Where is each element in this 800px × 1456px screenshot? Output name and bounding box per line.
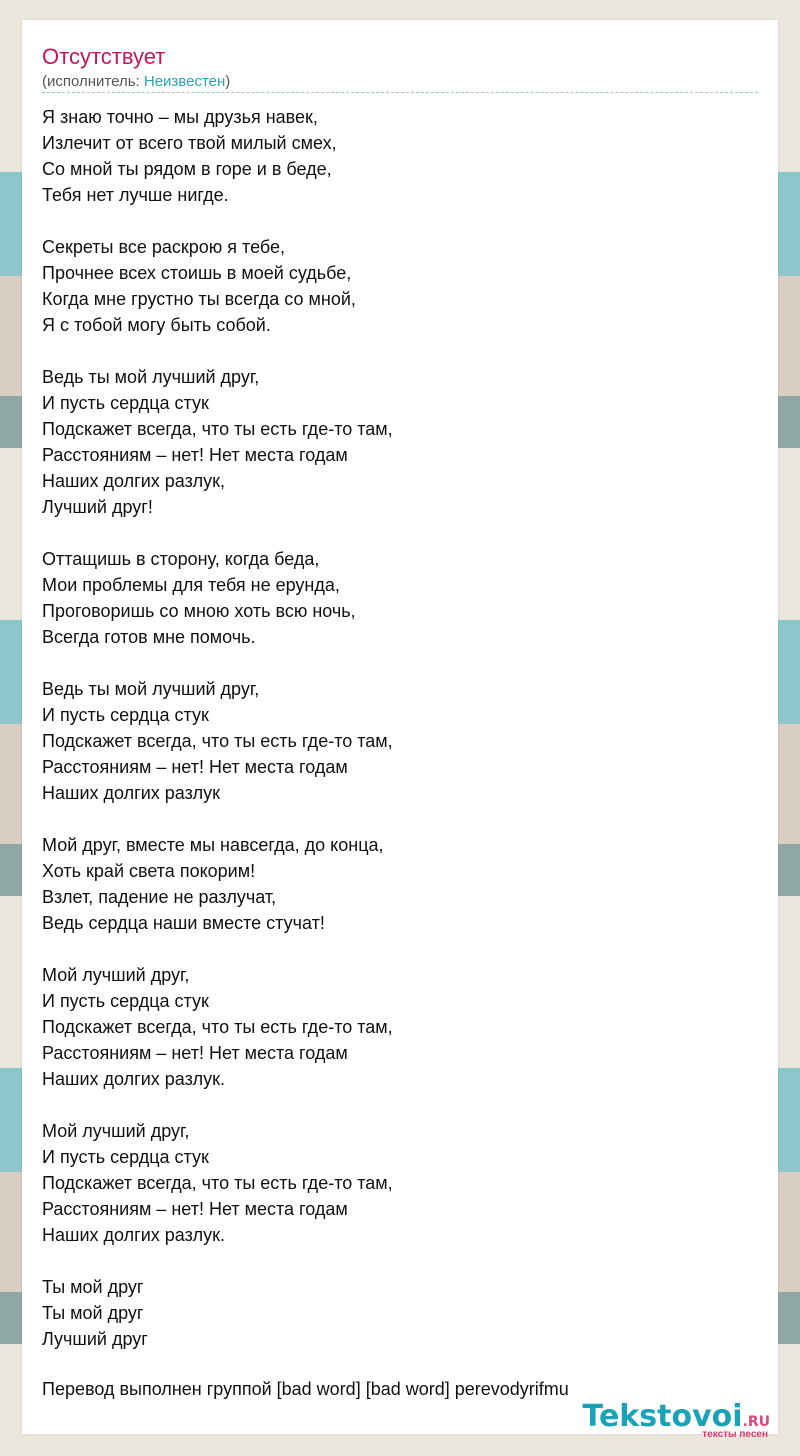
lyric-line: Лучший друг! xyxy=(42,497,153,517)
lyric-line: И пусть сердца стук xyxy=(42,393,209,413)
artist-link[interactable]: Неизвестен xyxy=(143,73,226,90)
lyrics-stanza xyxy=(42,364,758,520)
title-divider xyxy=(42,92,758,93)
lyric-line: Расстояниям – нет! Нет места годам xyxy=(42,445,348,465)
lyric-line: Лучший друг xyxy=(42,1329,148,1349)
lyric-line: Подскажет всегда, что ты есть где-то там, xyxy=(42,1017,393,1037)
logo-wordmark: Tekstovoi xyxy=(582,1399,743,1434)
lyric-line: Тебя нет лучше нигде. xyxy=(42,185,229,205)
lyric-line: И пусть сердца стук xyxy=(42,705,209,725)
lyric-line: Расстояниям – нет! Нет места годам xyxy=(42,1043,348,1063)
lyrics-stanza xyxy=(42,676,758,806)
lyric-line: Наших долгих разлук. xyxy=(42,1225,225,1245)
lyric-line: Секреты все раскрою я тебе, xyxy=(42,237,285,257)
lyric-line: Наших долгих разлук xyxy=(42,783,220,803)
lyrics-stanza xyxy=(42,234,758,338)
lyric-line: Со мной ты рядом в горе и в беде, xyxy=(42,159,332,179)
lyrics-stanza xyxy=(42,1274,758,1352)
translation-credit: Перевод выполнен группой [bad word] [bad word] perevodyrifmu xyxy=(42,1379,569,1399)
byline-prefix: (исполнитель: xyxy=(42,73,144,90)
lyrics-stanza xyxy=(42,1118,758,1248)
lyric-line: Когда мне грустно ты всегда со мной, xyxy=(42,289,356,309)
lyric-line: Подскажет всегда, что ты есть где-то там, xyxy=(42,419,393,439)
lyric-line: Ты мой друг xyxy=(42,1277,144,1297)
lyric-line: Прочнее всех стоишь в моей судьбе, xyxy=(42,263,352,283)
lyric-line: Оттащишь в сторону, когда беда, xyxy=(42,549,320,569)
lyric-line: Проговоришь со мною хоть всю ночь, xyxy=(42,601,356,621)
site-logo[interactable] xyxy=(582,1399,770,1440)
lyric-line: Мой лучший друг, xyxy=(42,965,190,985)
lyrics-card xyxy=(22,20,778,1434)
lyric-line: И пусть сердца стук xyxy=(42,1147,209,1167)
byline-suffix: ) xyxy=(225,73,231,90)
lyric-line: Наших долгих разлук, xyxy=(42,471,225,491)
lyric-line: Излечит от всего твой милый смех, xyxy=(42,133,337,153)
logo-tagline: тексты песен xyxy=(702,1429,768,1440)
song-title: Отсутствует xyxy=(42,44,166,69)
lyric-line: Наших долгих разлук. xyxy=(42,1069,225,1089)
lyric-line: И пусть сердца стук xyxy=(42,991,209,1011)
lyric-line: Я знаю точно – мы друзья навек, xyxy=(42,107,318,127)
lyric-line: Ты мой друг xyxy=(42,1303,144,1323)
lyrics-body xyxy=(42,104,758,1378)
lyric-line: Мой лучший друг, xyxy=(42,1121,190,1141)
lyric-line: Расстояниям – нет! Нет места годам xyxy=(42,1199,348,1219)
lyric-line: Хоть край света покорим! xyxy=(42,861,256,881)
lyric-line: Мой друг, вместе мы навсегда, до конца, xyxy=(42,835,384,855)
lyric-line: Расстояниям – нет! Нет места годам xyxy=(42,757,348,777)
lyric-line: Подскажет всегда, что ты есть где-то там, xyxy=(42,731,393,751)
lyric-line: Мои проблемы для тебя не ерунда, xyxy=(42,575,340,595)
lyric-line: Ведь сердца наши вместе стучат! xyxy=(42,913,325,933)
logo-domain-suffix: .RU xyxy=(742,1414,770,1430)
artist-byline xyxy=(42,73,230,90)
lyric-line: Ведь ты мой лучший друг, xyxy=(42,679,260,699)
lyric-line: Подскажет всегда, что ты есть где-то там, xyxy=(42,1173,393,1193)
lyric-line: Взлет, падение не разлучат, xyxy=(42,887,277,907)
lyrics-stanza xyxy=(42,962,758,1092)
lyrics-stanza xyxy=(42,546,758,650)
lyric-line: Я с тобой могу быть собой. xyxy=(42,315,271,335)
lyrics-stanza xyxy=(42,104,758,208)
lyric-line: Всегда готов мне помочь. xyxy=(42,627,256,647)
lyric-line: Ведь ты мой лучший друг, xyxy=(42,367,260,387)
lyrics-stanza xyxy=(42,832,758,936)
